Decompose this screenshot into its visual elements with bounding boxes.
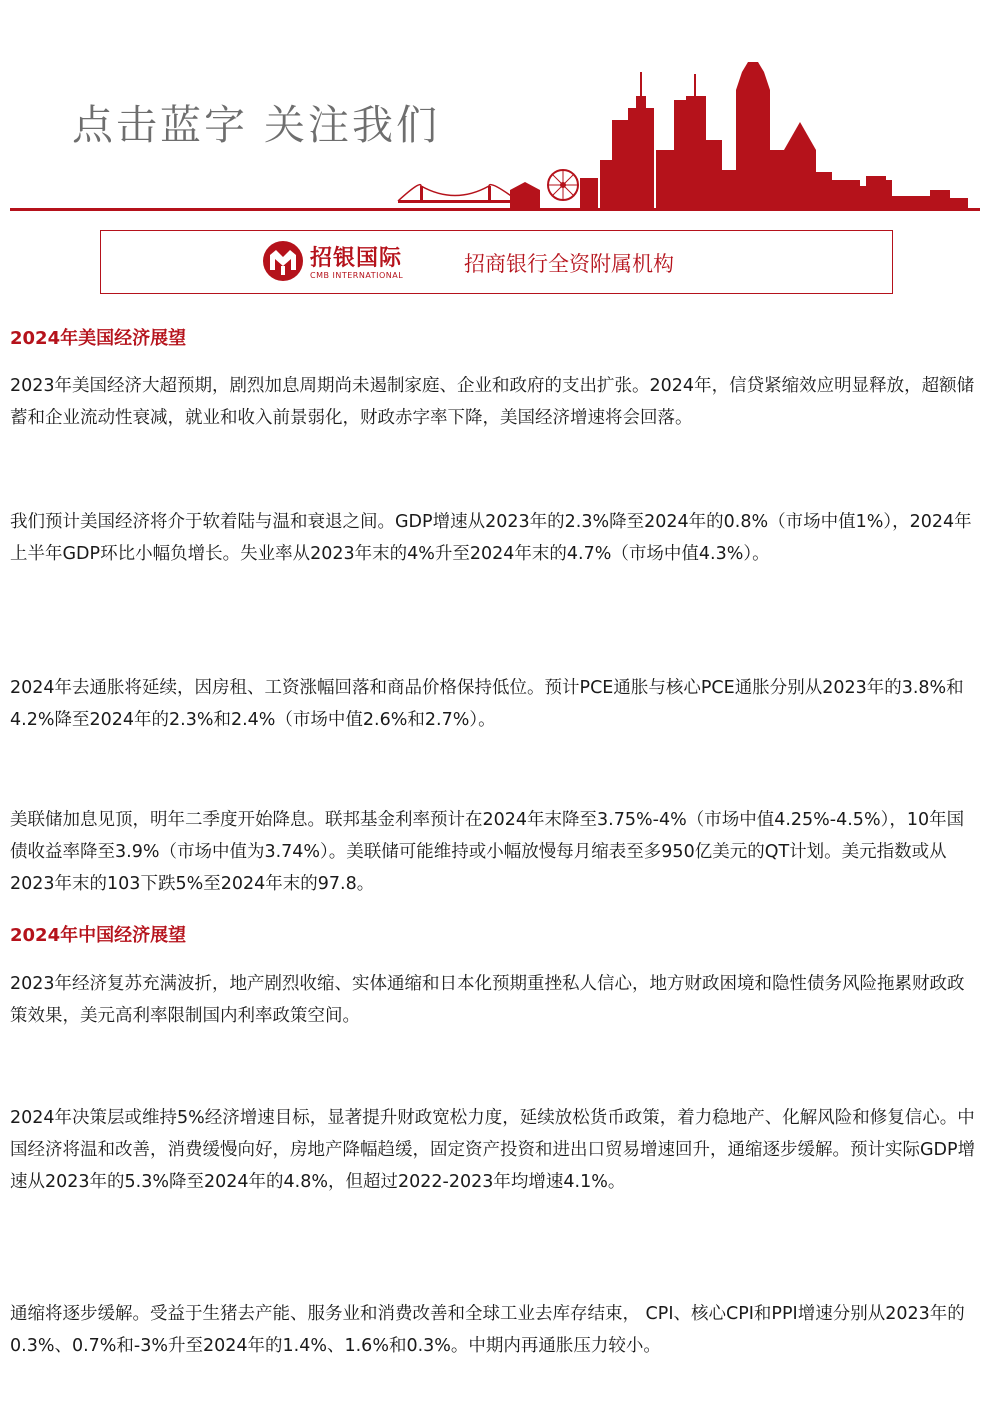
section-title-china-outlook: 2024年中国经济展望 [10,925,187,946]
paragraph: 我们预计美国经济将介于软着陆与温和衰退之间。GDP增速从2023年的2.3%降至2024年的0.8%（市场中值1%），2024年上半年GDP环比小幅负增长。失业率从2023年末的4%升至2024年末的4.7%（市场中值4.3%）。 [10,512,972,564]
logo-english-name: CMB INTERNATIONAL [310,271,404,280]
paragraph: 2024年去通胀将延续，因房租、工资涨幅回落和商品价格保持低位。预计PCE通胀与核心PCE通胀分别从2023年的3.8%和4.2%降至2024年的2.3%和2.4%（市场中值2.6%和2.7%）。 [10,678,964,730]
banner-title: 招商银行全资附属机构 [464,252,674,276]
cmb-international-logo-icon [261,239,305,283]
header [0,0,992,215]
paragraph: 通缩将逐步缓解。受益于生猪去产能、服务业和消费改善和全球工业去库存结束， CPI、核心CPI和PPI增速分别从2023年的0.3%、0.7%和-3%升至2024年的1.4%、1.6%和0.3%。中期内再通胀压力较小。 [10,1304,965,1356]
paragraph: 2023年美国经济大超预期，剧烈加息周期尚未遏制家庭、企业和政府的支出扩张。2024年，信贷紧缩效应明显释放，超额储蓄和企业流动性衰减，就业和收入前景弱化，财政赤字率下降，美国经济增速将会回落。 [10,376,975,428]
paragraph: 2023年经济复苏充满波折，地产剧烈收缩、实体通缩和日本化预期重挫私人信心，地方财政困境和隐性债务风险拖累财政政策效果，美元高利率限制国内利率政策空间。 [10,974,965,1026]
city-skyline-illustration [0,0,992,215]
follow-prompt[interactable]: 点击蓝字 关注我们 [72,101,441,149]
section-title-us-outlook: 2024年美国经济展望 [10,328,187,349]
logo-chinese-name: 招银国际 [310,246,403,271]
header-divider [10,208,980,211]
brand-banner [100,230,893,294]
paragraph: 2024年决策层或维持5%经济增速目标，显著提升财政宽松力度，延续放松货币政策，着力稳地产、化解风险和修复信心。中国经济将温和改善，消费缓慢向好，房地产降幅趋缓，固定资产投资和进出口贸易增速回升，通缩逐步缓解。预计实际GDP增速从2023年的5.3%降至2024年的4.8%，但超过2022-2023年均增速4.1%。 [10,1108,976,1192]
paragraph: 美联储加息见顶，明年二季度开始降息。联邦基金利率预计在2024年末降至3.75%-4%（市场中值4.25%-4.5%），10年国债收益率降至3.9%（市场中值为3.74%）。美联储可能维持或小幅放慢每月缩表至多950亿美元的QT计划。美元指数或从2023年末的103下跌5%至2024年末的97.8。 [10,810,965,894]
